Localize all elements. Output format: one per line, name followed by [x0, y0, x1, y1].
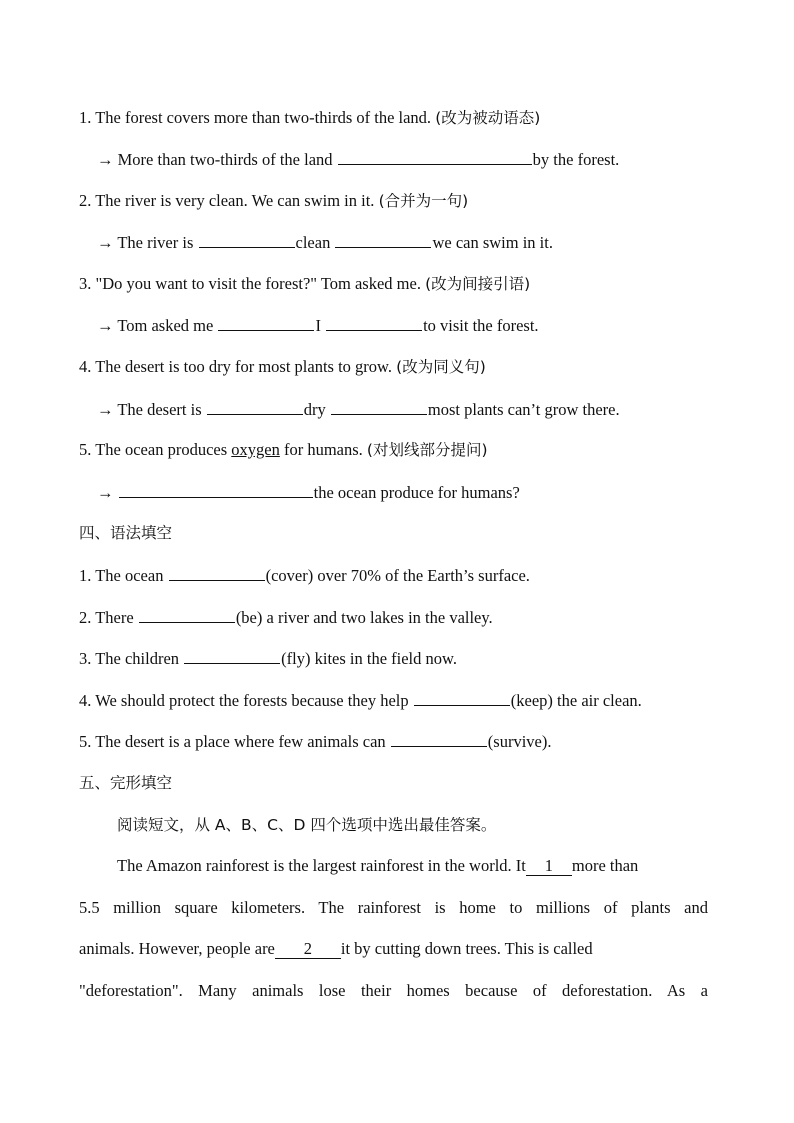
- answer-suffix: most plants can’t grow there.: [427, 400, 620, 419]
- rewrite-question-3: [79, 273, 709, 295]
- answer-blank[interactable]: [199, 231, 295, 248]
- question-hint: (合并为一句): [378, 192, 469, 210]
- question-hint: (改为间接引语): [425, 275, 531, 293]
- item-suffix: (fly) kites in the field now.: [281, 649, 457, 668]
- answer-line-5: [97, 481, 727, 504]
- item-suffix: (survive).: [487, 732, 552, 751]
- passage-text-wrap: [79, 938, 593, 960]
- rewrite-question-5: [79, 439, 709, 461]
- answer-blank[interactable]: [335, 231, 431, 248]
- item-prefix: 2. There: [79, 608, 138, 627]
- grammar-item-3: [79, 647, 709, 670]
- rewrite-question-2: [79, 190, 709, 212]
- rewrite-question-1: [79, 107, 709, 129]
- item-suffix: (keep) the air clean.: [510, 691, 642, 710]
- answer-suffix: by the forest.: [532, 150, 620, 169]
- answer-prefix: → Tom asked me: [97, 316, 218, 335]
- item-suffix: (be) a river and two lakes in the valley.: [235, 608, 493, 627]
- cloze-blank-2[interactable]: 2: [275, 940, 341, 959]
- grammar-item-2: [79, 606, 709, 629]
- answer-blank[interactable]: [207, 398, 303, 415]
- answer-line-4: [97, 398, 727, 421]
- answer-middle: dry: [303, 400, 330, 419]
- answer-blank[interactable]: [331, 398, 427, 415]
- rewrite-question-4: [79, 356, 709, 378]
- passage-line-4: [79, 980, 708, 1002]
- passage-line-2: [79, 897, 708, 919]
- answer-middle: clean: [295, 233, 335, 252]
- answer-blank[interactable]: [391, 730, 487, 747]
- answer-blank[interactable]: [119, 481, 313, 498]
- grammar-item-5: [79, 730, 709, 753]
- item-suffix: (cover) over 70% of the Earth’s surface.: [265, 566, 530, 585]
- passage-text: animals. However, people are: [79, 939, 275, 958]
- answer-blank[interactable]: [169, 564, 265, 581]
- section-4-heading: 四、语法填空: [79, 524, 173, 542]
- answer-line-3: [97, 314, 727, 337]
- answer-blank[interactable]: [326, 314, 422, 331]
- question-text: 5. The ocean produces: [79, 440, 232, 459]
- question-hint: (改为被动语态): [435, 109, 541, 127]
- question-text: 1. The forest covers more than two-thirds of the land.: [79, 108, 432, 127]
- passage-text: it by cutting down trees. This is called: [340, 939, 593, 958]
- answer-prefix: → The desert is: [97, 400, 206, 419]
- grammar-item-4: [79, 689, 709, 712]
- passage-text: The Amazon rainforest is the largest rainforest in the world. It: [117, 856, 526, 875]
- answer-line-2: [97, 231, 727, 254]
- answer-blank[interactable]: [414, 689, 510, 706]
- passage-text: "deforestation". Many animals lose their homes because of deforestation. As a: [79, 981, 708, 1000]
- item-prefix: 1. The ocean: [79, 566, 168, 585]
- answer-blank[interactable]: [139, 606, 235, 623]
- question-hint: (改为同义句): [396, 358, 486, 376]
- answer-suffix: the ocean produce for humans?: [313, 483, 520, 502]
- passage-line-3: [79, 938, 708, 960]
- answer-blank[interactable]: [218, 314, 314, 331]
- question-text: 2. The river is very clean. We can swim in it.: [79, 191, 375, 210]
- answer-line-1: [97, 148, 727, 171]
- section-5-instruction: 阅读短文，从 A、B、C、D 四个选项中选出最佳答案。: [117, 816, 497, 834]
- passage-text-wrap: [117, 855, 638, 877]
- answer-prefix: → The river is: [97, 233, 198, 252]
- underlined-word: oxygen: [231, 440, 280, 459]
- answer-prefix: → More than two-thirds of the land: [97, 150, 337, 169]
- question-text-end: for humans.: [279, 440, 363, 459]
- answer-prefix: →: [97, 483, 118, 502]
- answer-blank[interactable]: [338, 148, 532, 165]
- answer-middle: I: [315, 316, 326, 335]
- grammar-item-1: [79, 564, 709, 587]
- question-text: 4. The desert is too dry for most plants to grow.: [79, 357, 393, 376]
- cloze-blank-1[interactable]: 1: [526, 857, 572, 876]
- answer-blank[interactable]: [184, 647, 280, 664]
- question-text: 3. "Do you want to visit the forest?" Tom asked me.: [79, 274, 421, 293]
- question-hint: (对划线部分提问): [366, 441, 488, 459]
- passage-text: more than: [571, 856, 639, 875]
- answer-suffix: to visit the forest.: [423, 316, 539, 335]
- passage-text: 5.5 million square kilometers. The rainforest is home to millions of plants and: [79, 898, 708, 917]
- answer-suffix: we can swim in it.: [432, 233, 553, 252]
- item-prefix: 3. The children: [79, 649, 184, 668]
- passage-line-1: [117, 855, 709, 877]
- item-prefix: 5. The desert is a place where few animals can: [79, 732, 390, 751]
- section-5-heading: 五、完形填空: [79, 774, 173, 792]
- item-prefix: 4. We should protect the forests because they help: [79, 691, 413, 710]
